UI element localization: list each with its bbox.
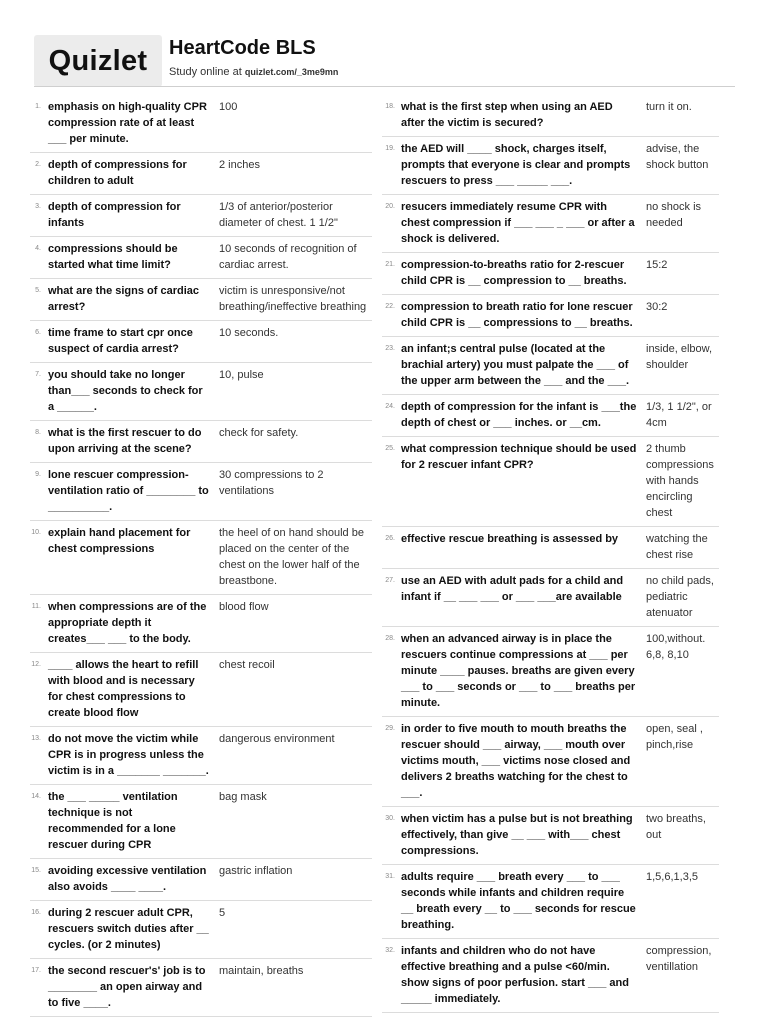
card-term: resucers immediately resume CPR with chest compression if ___ ___ _ ___ or after a shock is delivered. — [401, 201, 635, 245]
card-number: 20. — [385, 203, 395, 210]
flashcard-row — [30, 727, 372, 785]
card-term: in order to five mouth to mouth breaths the rescuer should ___ airway, ___ mouth over victims mouth, ___ victims nose closed and delivers 2 breaths watching for the chest to ___. — [401, 723, 631, 799]
card-definition: chest recoil — [219, 659, 275, 671]
card-term: effective rescue breathing is assessed by — [401, 533, 619, 545]
card-term: depth of compressions for children to adult — [48, 159, 187, 187]
card-definition: 10 seconds of recognition of cardiac arrest. — [219, 243, 357, 271]
card-definition: 10 seconds. — [219, 327, 279, 339]
card-definition: dangerous environment — [219, 733, 335, 745]
flashcard-row — [30, 363, 372, 421]
card-term: depth of compression for the infant is ___the depth of chest or ___ inches. or __cm. — [401, 401, 637, 429]
card-number: 6. — [35, 329, 41, 336]
card-definition: no shock is needed — [646, 201, 702, 229]
card-number: 2. — [35, 161, 41, 168]
subtitle — [169, 66, 338, 78]
flashcard-row — [30, 237, 372, 279]
card-definition: no child pads, pediatric atenuator — [646, 575, 714, 619]
card-term: depth of compression for infants — [48, 201, 181, 229]
flashcard-row — [382, 527, 719, 569]
card-number: 29. — [385, 725, 395, 732]
card-term: when compressions are of the appropriate depth it creates___ ___ to the body. — [48, 601, 207, 645]
card-number: 13. — [31, 735, 41, 742]
card-term: use an AED with adult pads for a child and infant if __ ___ ___ or ___ ___are available — [401, 575, 624, 603]
card-definition: gastric inflation — [219, 865, 293, 877]
study-link[interactable]: quizlet.com/_3me9mn — [244, 67, 339, 77]
page-title: HeartCode BLS — [169, 37, 316, 59]
card-definition: 5 — [219, 907, 226, 919]
card-number: 11. — [31, 603, 41, 610]
card-definition: the heel of on hand should be placed on the center of the chest on the lower half of the breastbone. — [219, 527, 364, 587]
card-number: 19. — [385, 145, 395, 152]
card-term: the AED will ____ shock, charges itself, prompts that everyone is clear and prompts rescuers to press ___ _____ ___. — [401, 143, 631, 187]
card-number: 32. — [385, 947, 395, 954]
card-number: 15. — [31, 867, 41, 874]
flashcard-row — [30, 595, 372, 653]
card-term: lone rescuer compression-ventilation ratio of ________ to __________. — [48, 469, 209, 513]
card-definition: 15:2 — [646, 259, 668, 271]
flashcard-row — [30, 959, 372, 1017]
flashcard-row — [30, 463, 372, 521]
card-definition: 1/3 of anterior/posterior diameter of chest. 1 1/2" — [219, 201, 338, 229]
card-number: 30. — [385, 815, 395, 822]
flashcard-row — [30, 901, 372, 959]
card-definition: turn it on. — [646, 101, 692, 113]
flashcard-row — [382, 717, 719, 807]
flashcard-row — [382, 939, 719, 1013]
card-definition: 100,without. 6,8, 8,10 — [646, 633, 706, 661]
flashcard-row — [382, 95, 719, 137]
flashcard-row — [30, 95, 372, 153]
card-definition: 1,5,6,1,3,5 — [646, 871, 698, 883]
card-term: what is the first step when using an AED after the victim is secured? — [401, 101, 613, 129]
card-definition: 2 inches — [219, 159, 260, 171]
card-number: 23. — [385, 345, 395, 352]
right-column — [382, 95, 719, 1013]
card-term: the second rescuer's' job is to ________ an open airway and to five ____. — [48, 965, 206, 1009]
card-term: do not move the victim while CPR is in progress unless the victim is in a _______ _______. — [48, 733, 209, 777]
card-definition: blood flow — [219, 601, 269, 613]
card-number: 26. — [385, 535, 395, 542]
card-definition: compression, ventillation — [646, 945, 712, 973]
card-definition: 2 thumb compressions with hands encircling chest — [646, 443, 714, 519]
flashcard-row — [30, 153, 372, 195]
card-number: 10. — [31, 529, 41, 536]
card-term: an infant;s central pulse (located at the brachial artery) you must palpate the ___ of the upper arm between the ___ and the ___. — [401, 343, 630, 387]
card-number: 24. — [385, 403, 395, 410]
card-definition: victim is unresponsive/not breathing/ineffective breathing — [219, 285, 367, 313]
card-term: during 2 rescuer adult CPR, rescuers switch duties after __ cycles. (or 2 minutes) — [48, 907, 209, 951]
card-definition: advise, the shock button — [646, 143, 709, 171]
card-number: 9. — [35, 471, 41, 478]
card-definition: two breaths, out — [646, 813, 706, 841]
flashcard-row — [30, 521, 372, 595]
card-term: explain hand placement for chest compressions — [48, 527, 191, 555]
card-term: what is the first rescuer to do upon arriving at the scene? — [48, 427, 202, 455]
card-number: 12. — [31, 661, 41, 668]
flashcard-row — [30, 279, 372, 321]
card-number: 1. — [35, 103, 41, 110]
card-term: emphasis on high-quality CPR compression rate of at least ___ per minute. — [48, 101, 207, 145]
quizlet-logo[interactable]: Quizlet — [34, 35, 162, 87]
card-definition: watching the chest rise — [646, 533, 708, 561]
left-column — [30, 95, 372, 1017]
flashcard-row — [382, 865, 719, 939]
card-term: infants and children who do not have effective breathing and a pulse <60/min. show signs of poor perfusion. start ___ and _____ immediately. — [401, 945, 629, 1005]
card-definition: open, seal , pinch,rise — [646, 723, 703, 751]
flashcard-row — [382, 395, 719, 437]
card-term: compression-to-breaths ratio for 2-rescuer child CPR is __ compression to __ breaths. — [401, 259, 627, 287]
card-number: 17. — [31, 967, 41, 974]
card-definition: 30 compressions to 2 ventilations — [219, 469, 324, 497]
flashcard-row — [382, 627, 719, 717]
card-definition: maintain, breaths — [219, 965, 304, 977]
flashcard-row — [30, 195, 372, 237]
flashcard-row — [382, 137, 719, 195]
card-term: compressions should be started what time limit? — [48, 243, 178, 271]
flashcard-row — [382, 569, 719, 627]
card-term: avoiding excessive ventilation also avoids ____ ____. — [48, 865, 207, 893]
card-number: 28. — [385, 635, 395, 642]
card-term: when victim has a pulse but is not breathing effectively, than give __ ___ with___ chest compressions. — [401, 813, 633, 857]
flashcard-row — [382, 295, 719, 337]
card-definition: bag mask — [219, 791, 267, 803]
card-definition: inside, elbow, shoulder — [646, 343, 713, 371]
flashcard-row — [382, 807, 719, 865]
card-number: 21. — [385, 261, 395, 268]
card-number: 16. — [31, 909, 41, 916]
flashcard-row — [382, 253, 719, 295]
flashcard-row — [30, 785, 372, 859]
card-number: 7. — [35, 371, 41, 378]
card-term: you should take no longer than___ seconds to check for a ______. — [48, 369, 203, 413]
card-term: adults require ___ breath every ___ to ___ seconds while infants and children require __ breath every __ to ___ seconds for rescue breathing. — [401, 871, 636, 931]
card-number: 4. — [35, 245, 41, 252]
card-number: 22. — [385, 303, 395, 310]
card-definition: 30:2 — [646, 301, 668, 313]
header-divider — [34, 86, 735, 87]
card-number: 27. — [385, 577, 395, 584]
subtitle-prefix: Study online at — [169, 66, 242, 78]
card-term: when an advanced airway is in place the rescuers continue compressions at ___ per minute ____ pauses. breaths are given every ___ to ___ seconds or ___ to ___ breaths per minute. — [401, 633, 636, 709]
flashcard-row — [30, 653, 372, 727]
card-definition: check for safety. — [219, 427, 299, 439]
flashcard-row — [30, 421, 372, 463]
card-term: what compression technique should be used for 2 rescuer infant CPR? — [401, 443, 637, 471]
card-number: 25. — [385, 445, 395, 452]
card-definition: 1/3, 1 1/2", or 4cm — [646, 401, 712, 429]
card-number: 18. — [385, 103, 395, 110]
flashcard-row — [30, 859, 372, 901]
card-term: compression to breath ratio for lone rescuer child CPR is __ compressions to __ breaths. — [401, 301, 633, 329]
card-number: 5. — [35, 287, 41, 294]
card-definition: 10, pulse — [219, 369, 264, 381]
card-term: the ___ _____ ventilation technique is not recommended for a lone rescuer during CPR — [48, 791, 178, 851]
card-number: 14. — [31, 793, 41, 800]
card-number: 3. — [35, 203, 41, 210]
flashcard-row — [382, 437, 719, 527]
card-number: 8. — [35, 429, 41, 436]
card-term: time frame to start cpr once suspect of cardia arrest? — [48, 327, 193, 355]
card-term: ____ allows the heart to refill with blood and is necessary for chest compressions to create blood flow — [48, 659, 199, 719]
flashcard-row — [382, 195, 719, 253]
card-term: what are the signs of cardiac arrest? — [48, 285, 199, 313]
flashcard-row — [382, 337, 719, 395]
card-definition: 100 — [219, 101, 238, 113]
flashcard-row — [30, 321, 372, 363]
card-number: 31. — [385, 873, 395, 880]
